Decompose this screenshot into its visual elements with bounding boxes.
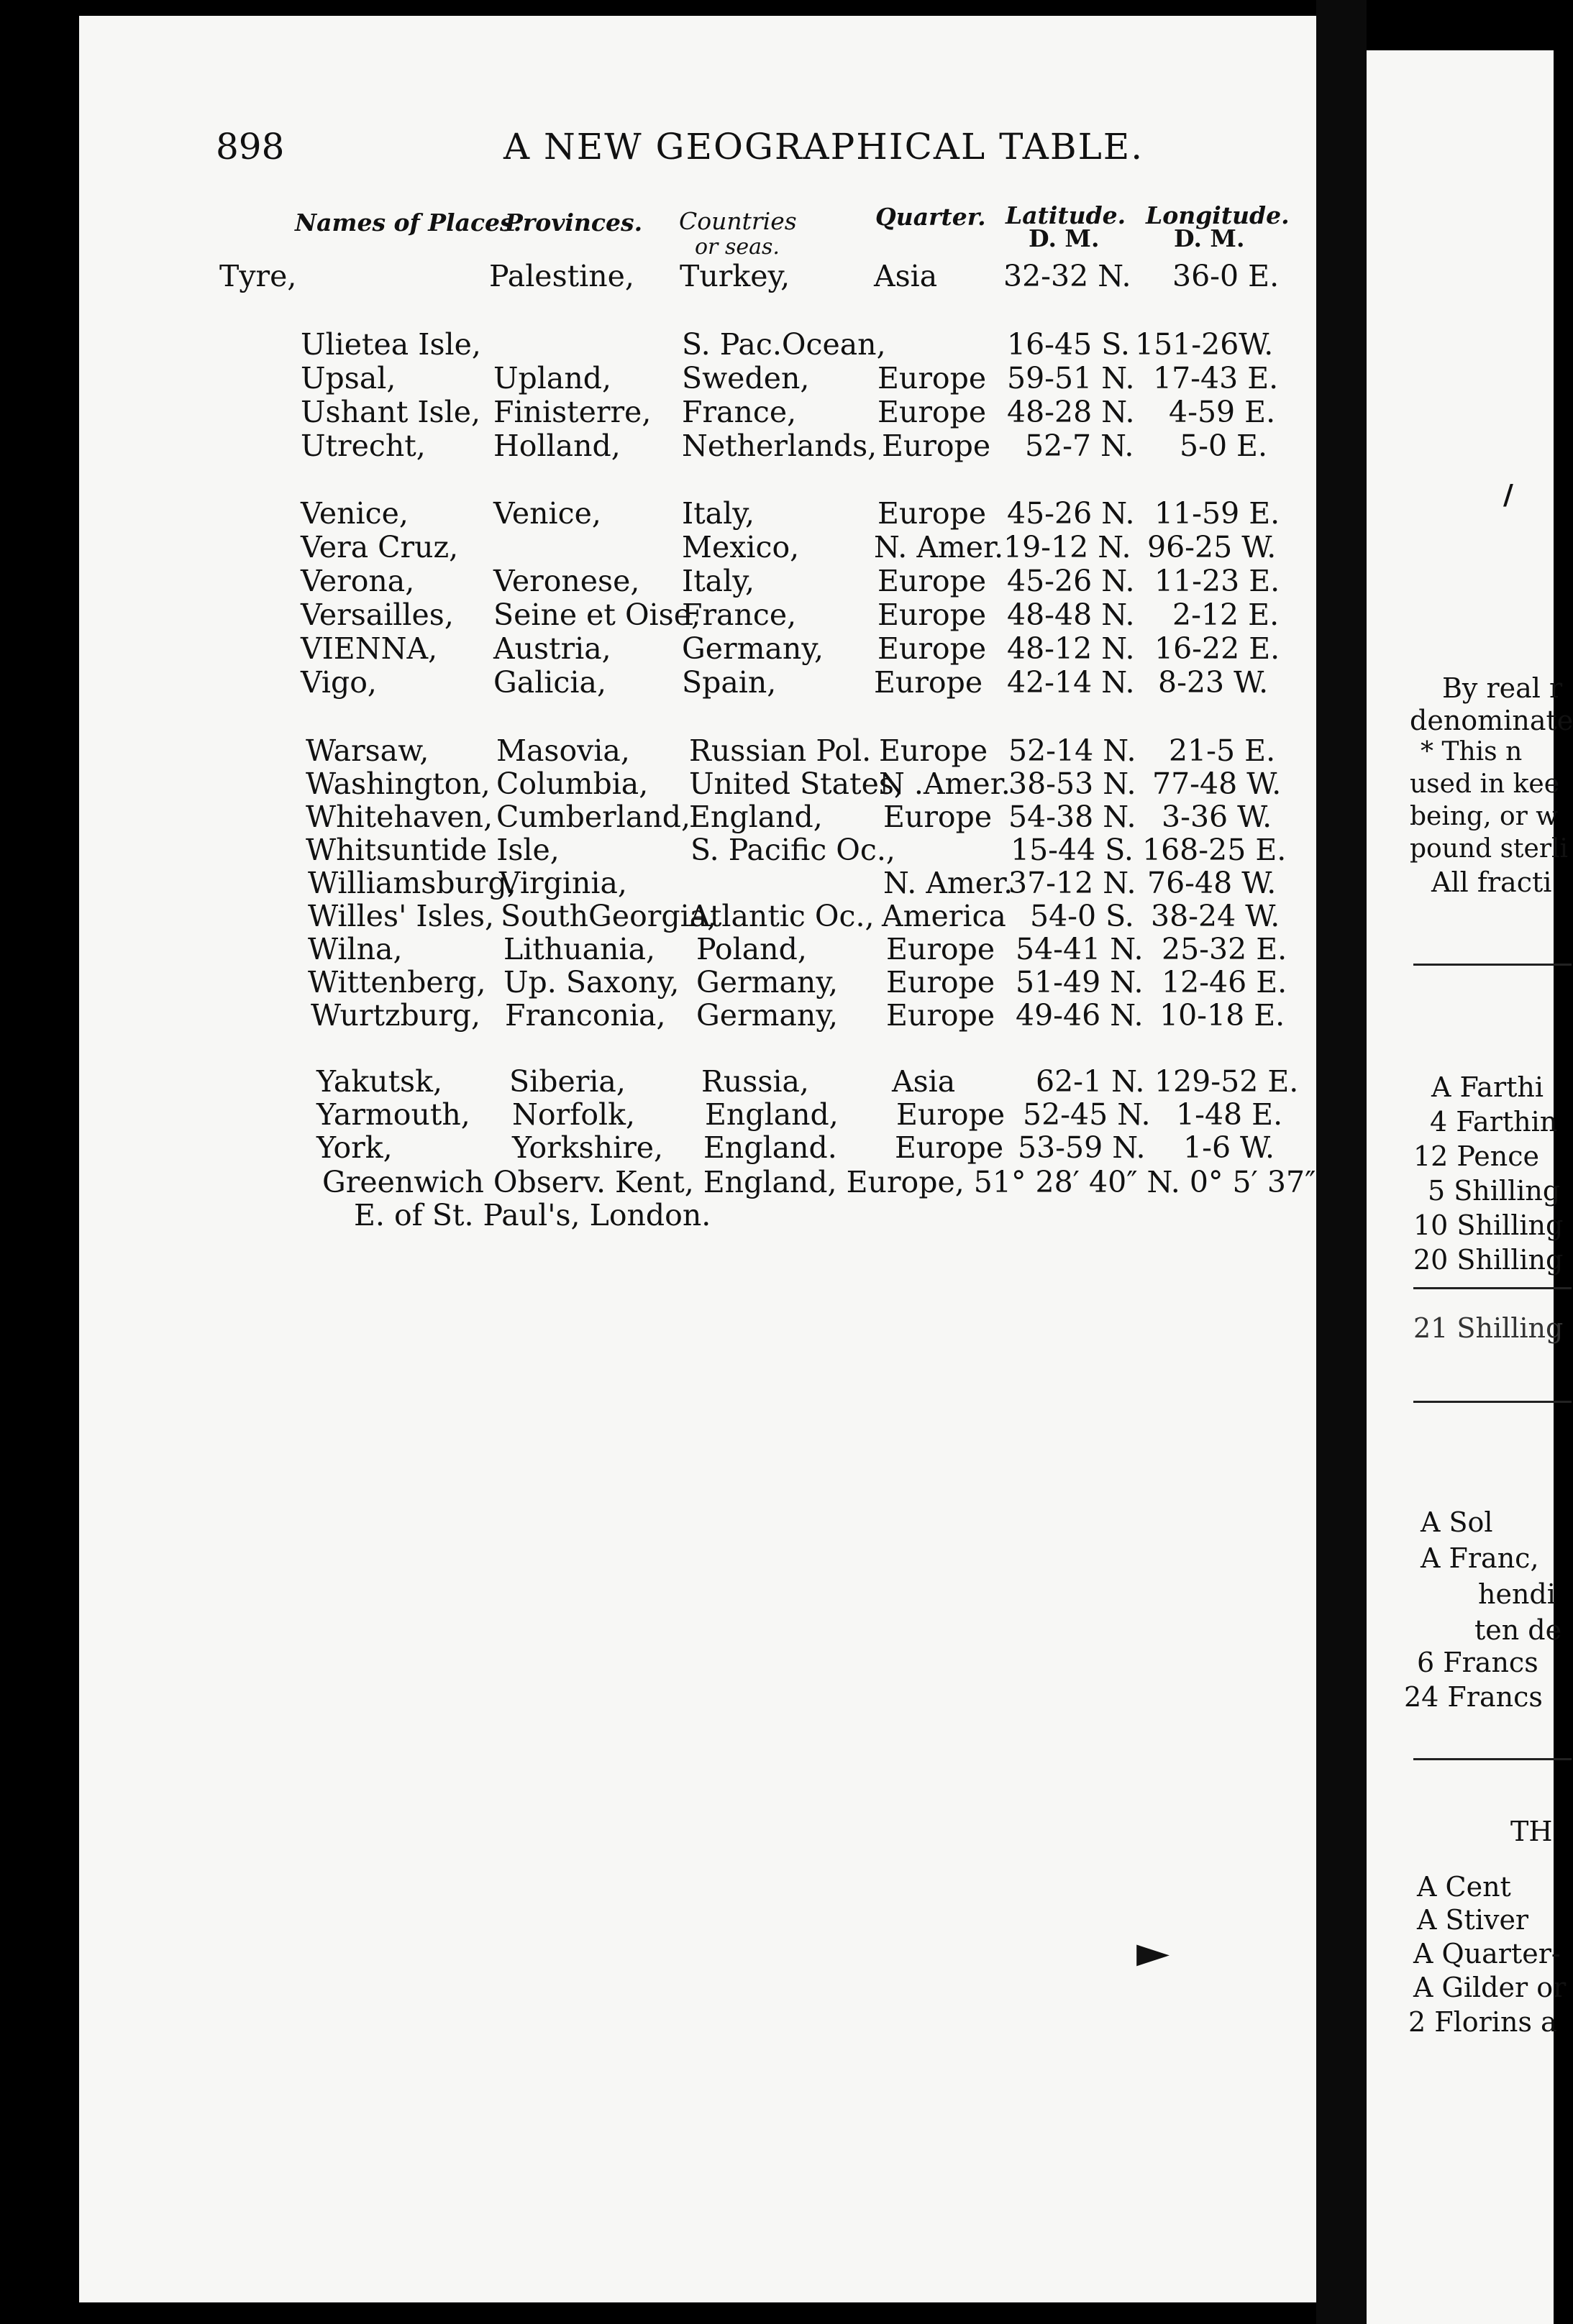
- table-row: [0, 932, 1287, 966]
- cell-province: Austria,: [493, 631, 611, 666]
- cell-longitude: 168-25 E.: [1142, 833, 1287, 867]
- rp-line: pound sterli: [1410, 834, 1569, 864]
- cell-latitude: 48-48 N.: [1007, 598, 1135, 632]
- cell-country: England.: [703, 1130, 837, 1165]
- cell-country: S. Pacific Oc.,: [690, 833, 895, 867]
- cell-latitude: 42-14 N.: [1007, 665, 1135, 700]
- cell-name: Whitehaven,: [306, 800, 493, 834]
- table-row: [0, 631, 1280, 666]
- cell-latitude: 52-7 N.: [1025, 429, 1134, 463]
- cell-longitude: 16-22 E.: [1154, 631, 1280, 666]
- cell-longitude: 25-32 E.: [1162, 932, 1287, 966]
- rp-line: A Gilder or: [1413, 1972, 1567, 2003]
- cell-longitude: 21-5 E.: [1169, 733, 1276, 768]
- cell-country: England,: [705, 1097, 839, 1132]
- cell-quarter: America: [882, 899, 1006, 933]
- cell-country: England,: [689, 800, 823, 834]
- cell-longitude: 2-12 E.: [1172, 598, 1280, 632]
- cell-name: Willes' Isles,: [308, 899, 495, 933]
- cell-name: Verona,: [301, 564, 415, 598]
- cell-quarter: Europe: [883, 800, 993, 834]
- cell-longitude: 11-59 E.: [1154, 496, 1280, 531]
- right-page-mark: /: [1503, 478, 1513, 511]
- cell-country: Netherlands,: [682, 429, 877, 463]
- cell-name: Ushant Isle,: [301, 395, 481, 429]
- cell-province: Galicia,: [493, 665, 606, 700]
- cell-name: Whitsuntide Isle,: [306, 833, 560, 867]
- cell-province: Columbia,: [496, 767, 649, 801]
- cell-longitude: 17-43 E.: [1153, 361, 1279, 395]
- rp-line: 21 Shilling: [1413, 1312, 1564, 1344]
- table-row: [0, 496, 1280, 531]
- cell-name: Warsaw,: [306, 733, 429, 768]
- cell-province: Seine et Oise,: [493, 598, 701, 632]
- rp-line: By real r: [1442, 672, 1563, 704]
- cell-latitude: 48-28 N.: [1007, 395, 1135, 429]
- cell-latitude: 59-51 N.: [1007, 361, 1135, 395]
- right-page-rule: [1413, 1401, 1572, 1403]
- cell-name: Utrecht,: [301, 429, 426, 463]
- cell-quarter: N. Amer.: [874, 530, 1004, 564]
- table-row: [0, 1064, 1299, 1099]
- col-head-latitude: Latitude.: [1006, 201, 1126, 229]
- cell-country: Turkey,: [680, 259, 790, 293]
- cell-name: Tyre,: [219, 259, 297, 293]
- cell-latitude: 38-53 N.: [1008, 767, 1136, 801]
- cell-country: Italy,: [682, 564, 754, 598]
- page-number: 898: [216, 126, 285, 168]
- cell-province: Veronese,: [493, 564, 640, 598]
- cell-longitude: 3-36 W.: [1162, 800, 1272, 834]
- cell-country: Germany,: [696, 998, 839, 1033]
- cell-name: Wittenberg,: [308, 965, 486, 999]
- cell-name: Ulietea Isle,: [301, 327, 481, 362]
- table-row: [0, 259, 1280, 293]
- cell-quarter: Europe: [874, 665, 983, 700]
- cell-country: Sweden,: [682, 361, 810, 395]
- table-row: [0, 866, 1277, 900]
- rp-line: 10 Shilling: [1413, 1209, 1564, 1241]
- cell-province: Yorkshire,: [512, 1130, 664, 1165]
- cell-quarter: Europe: [877, 496, 987, 531]
- rp-line: 5 Shilling: [1428, 1175, 1561, 1207]
- cell-latitude: 52-14 N.: [1008, 733, 1136, 768]
- cell-country: Spain,: [682, 665, 777, 700]
- cell-longitude: 96-25 W.: [1147, 530, 1277, 564]
- cell-country: S. Pac.Ocean,: [682, 327, 886, 362]
- table-row: [0, 1130, 1275, 1165]
- cell-quarter: Asia: [874, 259, 938, 293]
- cell-country: Russian Pol.: [689, 733, 872, 768]
- cell-quarter: Europe: [879, 733, 988, 768]
- rp-line: A Stiver: [1417, 1904, 1529, 1936]
- cell-province: Up. Saxony,: [503, 965, 680, 999]
- table-row: [0, 598, 1280, 632]
- cell-name: Washington,: [306, 767, 491, 801]
- cell-province: Virginia,: [499, 866, 627, 900]
- footnote-line-1: Greenwich Observ. Kent, England, Europe, 51° 28′ 40″ N. 0° 5′ 37″: [322, 1165, 1316, 1199]
- printer-mark: ►: [1136, 1927, 1170, 1977]
- rp-line: * This n: [1421, 737, 1523, 767]
- cell-name: Williamsburg,: [308, 866, 516, 900]
- rp-line: 4 Farthin: [1430, 1106, 1558, 1138]
- cell-quarter: Europe: [896, 1097, 1006, 1132]
- rp-line: 12 Pence: [1413, 1140, 1540, 1172]
- cell-quarter: Europe: [882, 429, 991, 463]
- cell-longitude: 129-52 E.: [1154, 1064, 1299, 1099]
- cell-country: Russia,: [701, 1064, 809, 1099]
- cell-province: Masovia,: [496, 733, 630, 768]
- right-page-rule: [1413, 1287, 1572, 1289]
- rp-line: being, or w: [1410, 802, 1559, 831]
- rp-line: used in kee: [1410, 769, 1560, 799]
- rp-line: A Farthi: [1431, 1071, 1544, 1103]
- cell-latitude: 54-38 N.: [1008, 800, 1136, 834]
- cell-province: Franconia,: [505, 998, 666, 1033]
- cell-quarter: Europe: [886, 965, 995, 999]
- table-row: [0, 800, 1272, 834]
- rp-line: hendi: [1478, 1578, 1556, 1610]
- cell-latitude: 52-45 N.: [1023, 1097, 1151, 1132]
- col-head-latitude-sub: D. M.: [1029, 224, 1100, 252]
- cell-longitude: 1-48 E.: [1176, 1097, 1283, 1132]
- table-row: [0, 833, 1287, 867]
- book-gutter: [1316, 0, 1367, 2324]
- right-page-rule: [1413, 964, 1572, 966]
- footnote-line-2: E. of St. Paul's, London.: [354, 1198, 711, 1232]
- cell-latitude: 32-32 N.: [1003, 259, 1131, 293]
- cell-name: York,: [316, 1130, 393, 1165]
- table-row: [0, 767, 1282, 801]
- table-row: [0, 665, 1269, 700]
- page-header: [216, 126, 1259, 183]
- cell-latitude: 16-45 S.: [1007, 327, 1130, 362]
- rp-line: denominate: [1410, 705, 1573, 736]
- right-page-rule: [1413, 1758, 1572, 1760]
- cell-name: Vigo,: [301, 665, 377, 700]
- col-head-longitude: Longitude.: [1146, 201, 1290, 229]
- cell-quarter: Europe: [895, 1130, 1004, 1165]
- cell-province: Finisterre,: [493, 395, 652, 429]
- cell-country: France,: [682, 598, 797, 632]
- cell-quarter: Europe: [877, 564, 987, 598]
- cell-province: Siberia,: [509, 1064, 626, 1099]
- table-row: [0, 327, 1274, 362]
- cell-longitude: 1-6 W.: [1183, 1130, 1275, 1165]
- cell-province: Upland,: [493, 361, 612, 395]
- cell-province: Holland,: [493, 429, 621, 463]
- cell-longitude: 76-48 W.: [1147, 866, 1277, 900]
- cell-latitude: 51-49 N.: [1016, 965, 1144, 999]
- cell-quarter: Europe: [877, 395, 987, 429]
- table-row: [0, 395, 1276, 429]
- rp-line: 20 Shilling: [1413, 1244, 1564, 1276]
- rp-line: A Franc,: [1421, 1542, 1539, 1574]
- cell-country: Germany,: [696, 965, 839, 999]
- cell-quarter: N .Amer.: [879, 767, 1011, 801]
- cell-name: Yarmouth,: [316, 1097, 470, 1132]
- cell-country: Germany,: [682, 631, 824, 666]
- cell-name: Wurtzburg,: [311, 998, 481, 1033]
- cell-longitude: 77-48 W.: [1152, 767, 1282, 801]
- rp-line: ten de: [1474, 1614, 1562, 1646]
- cell-latitude: 45-26 N.: [1007, 496, 1135, 531]
- table-row: [0, 429, 1268, 463]
- table-row: [0, 733, 1276, 768]
- table-row: [0, 564, 1280, 598]
- cell-longitude: 151-26W.: [1135, 327, 1274, 362]
- cell-province: Palestine,: [489, 259, 634, 293]
- cell-country: Atlantic Oc.,: [689, 899, 875, 933]
- cell-quarter: N. Amer.: [883, 866, 1013, 900]
- cell-latitude: 15-44 S.: [1011, 833, 1134, 867]
- cell-name: Vera Cruz,: [301, 530, 459, 564]
- cell-country: Italy,: [682, 496, 754, 531]
- cell-latitude: 54-41 N.: [1016, 932, 1144, 966]
- cell-longitude: 10-18 E.: [1159, 998, 1285, 1033]
- rp-line: 6 Francs: [1417, 1647, 1538, 1678]
- cell-latitude: 37-12 N.: [1008, 866, 1136, 900]
- cell-province: Venice,: [493, 496, 601, 531]
- cell-quarter: Europe: [877, 361, 987, 395]
- cell-country: United States,: [689, 767, 903, 801]
- cell-name: Versailles,: [301, 598, 454, 632]
- table-row: [0, 965, 1287, 999]
- cell-latitude: 45-26 N.: [1007, 564, 1135, 598]
- cell-latitude: 48-12 N.: [1007, 631, 1135, 666]
- cell-longitude: 11-23 E.: [1154, 564, 1280, 598]
- cell-country: Mexico,: [682, 530, 800, 564]
- cell-country: France,: [682, 395, 797, 429]
- table-row: [0, 530, 1277, 564]
- cell-name: Venice,: [301, 496, 409, 531]
- cell-latitude: 49-46 N.: [1016, 998, 1144, 1033]
- cell-longitude: 8-23 W.: [1158, 665, 1269, 700]
- table-row: [0, 1097, 1283, 1132]
- cell-name: Upsal,: [301, 361, 396, 395]
- rp-line: All fracti: [1431, 866, 1552, 898]
- cell-province: Norfolk,: [512, 1097, 636, 1132]
- rp-line: A Cent: [1417, 1871, 1511, 1903]
- cell-quarter: Europe: [886, 998, 995, 1033]
- cell-longitude: 36-0 E.: [1172, 259, 1280, 293]
- cell-latitude: 54-0 S.: [1030, 899, 1134, 933]
- table-row: [0, 899, 1280, 933]
- cell-longitude: 5-0 E.: [1180, 429, 1268, 463]
- table-row: [0, 361, 1279, 395]
- cell-quarter: Europe: [877, 598, 987, 632]
- cell-name: VIENNA,: [301, 631, 438, 666]
- cell-province: Cumberland,: [496, 800, 691, 834]
- col-head-quarter: Quarter.: [875, 203, 986, 231]
- cell-latitude: 62-1 N.: [1036, 1064, 1145, 1099]
- cell-country: Poland,: [696, 932, 807, 966]
- cell-quarter: Asia: [892, 1064, 956, 1099]
- col-head-name: Names of Places.: [295, 209, 522, 237]
- cell-name: Wilna,: [308, 932, 403, 966]
- cell-longitude: 12-46 E.: [1162, 965, 1287, 999]
- cell-province: SouthGeorgia,: [501, 899, 717, 933]
- cell-longitude: 38-24 W.: [1151, 899, 1280, 933]
- col-head-longitude-sub: D. M.: [1174, 224, 1245, 252]
- col-head-country-sub: or seas.: [695, 234, 780, 260]
- col-head-country: Countries: [679, 207, 797, 235]
- rp-line: 2 Florins a: [1408, 2006, 1557, 2038]
- table-row: [0, 998, 1285, 1033]
- rp-line: TH: [1510, 1816, 1553, 1847]
- cell-latitude: 53-59 N.: [1018, 1130, 1146, 1165]
- cell-longitude: 4-59 E.: [1169, 395, 1276, 429]
- running-title: A NEW GEOGRAPHICAL TABLE.: [503, 126, 1144, 168]
- cell-quarter: Europe: [886, 932, 995, 966]
- rp-line: A Sol: [1421, 1506, 1493, 1538]
- cell-name: Yakutsk,: [316, 1064, 442, 1099]
- cell-quarter: Europe: [877, 631, 987, 666]
- cell-latitude: 19-12 N.: [1003, 530, 1131, 564]
- rp-line: A Quarter-: [1413, 1938, 1561, 1970]
- rp-line: 24 Francs: [1404, 1681, 1543, 1713]
- cell-province: Lithuania,: [503, 932, 656, 966]
- col-head-province: Provinces.: [505, 209, 643, 237]
